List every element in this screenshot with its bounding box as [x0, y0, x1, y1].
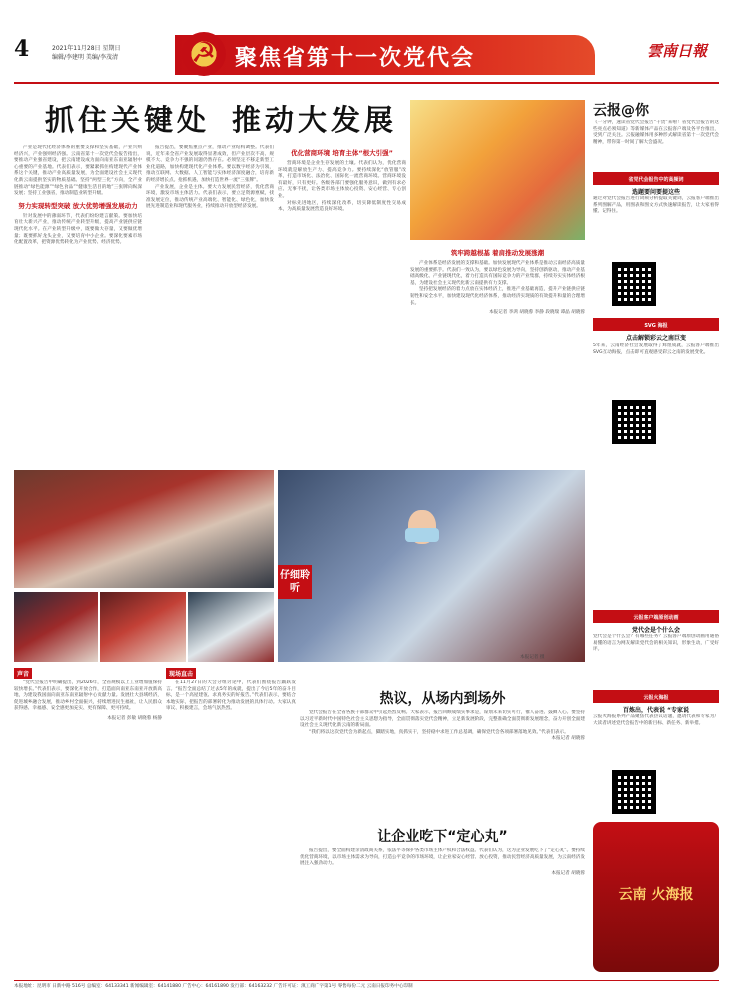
- article-column-1: [14, 145, 142, 467]
- box-1-text: 通过对党代会报告进行词频分析提取关键词，云报客户端推出系列图解产品，用图表和图文方式快速解读报告，让大家看得懂、记得住。: [593, 196, 719, 215]
- section-title: 聚焦省第十一次党代会: [235, 46, 476, 71]
- qr-code-4[interactable]: [612, 770, 656, 814]
- page-number: 4: [14, 36, 30, 62]
- box-label: 云报客户端原创动画: [593, 612, 719, 623]
- article-paragraph: 报告提出，要聚焦重点产业，推动产业结构调整。代表们说，近年来全省产业发展取得显著成效，但产业层次不高、规模不大、竞争力不强的问题仍然存在。必须坚定不移走新型工业化道路，加快构建现代化产业体系。要以数字经济为引领，推动互联网、大数据、人工智能与实体经济深度融合，培育新的经济增长点。抢抓机遇，加快打造世界一流“三张牌”。: [146, 145, 274, 183]
- article-paragraph: 产业体系是经济发展的支撑和基础。加快发展现代产业体系是推动云南经济高质量发展的重要抓手。代表们一致认为，要以绿色发展为导向，坚持创新驱动，推动产业基础高级化、产业链现代化，着力打造具有国际竞争力的产业集群，持续夯实实体经济根基，为建设社会主义现代化新云南提供有力支撑。: [410, 261, 585, 286]
- article-subheading: 筑牢跨越根基 着肩推动发展涨潮: [450, 249, 545, 257]
- box-title: 点击解锁彩云之南巨变: [625, 335, 686, 342]
- page-footer: 本报地址：昆明市 日新中路 516号 总编室：64133341 新闻编辑室：64141880 广告中心：64161890 发行部：64163232 广告许可证：滇工商广字第1号 零售每份二元 云南日报印务中心印制: [14, 980, 719, 989]
- infographic-map: [410, 100, 585, 240]
- right-box-1: [593, 172, 719, 198]
- right-intro: 《一分钟，速读省党代会报告“干货”来啦！省党代会报告的这些亮点必须知道》等新媒体产品在云报客户端及各平台推出，受到广泛关注。云报融媒体用多种形式解读省第十一次党代会精神，带你第一时间了解大会盛况。: [593, 120, 719, 145]
- box-title: 选题要问要提这些: [631, 189, 680, 196]
- scene-text: 在11月27日的大会分组讨论中，代表们围绕报告踊跃发言。“报告全面总结了过去5年的成就，提出了今后5年的奋斗目标，是一个高屋建瓴、求真务实的好报告。”代表们表示，要结合本地实际，把报告的部署转化为推动发展的具体行动。大家认真审议、积极建言，会场气氛热烈。: [166, 680, 296, 712]
- section-label-scene: 现场直击: [166, 668, 196, 679]
- header-divider: [14, 82, 719, 84]
- face-mask: [405, 528, 439, 542]
- bottom-article-title: 让企业吃下“定心丸”: [377, 829, 508, 845]
- article-subheading: 优化营商环境 培育主体“根大引强”: [291, 149, 393, 157]
- box-label: 省党代会报告中的高频词: [593, 174, 719, 185]
- box-3-text: 党代会是个什么会？有哪些任务？云报客户端原创动画用通俗易懂的语言为网友解读党代会的相关知识，形象生动，广受好评。: [593, 634, 719, 653]
- photo-delegate-2: [100, 592, 186, 662]
- right-box-2: [593, 318, 719, 344]
- mid-article-title: 热议，从场内到场外: [379, 691, 506, 707]
- right-column-title: 云报@你: [593, 103, 649, 119]
- article-paragraph: 坚持把发展经济的着力点放在实体经济上，推进产业基础再造，提升产业链供应链韧性和安全水平，加快建设现代化经济体系，推动经济实现质的有效提升和量的合理增长。: [410, 287, 585, 306]
- date-text: 2021年11月28日 星期日: [52, 45, 121, 52]
- article-column-2: [146, 145, 274, 467]
- box-label: 云报火海报: [593, 692, 719, 703]
- bottom-article-credit: 本报记者 胡晓蓉: [551, 870, 585, 876]
- photo-credit: 本报记者 摄: [520, 655, 545, 660]
- right-box-3: [593, 610, 719, 636]
- newspaper-logo: 雲南日報: [646, 42, 707, 60]
- voices-credit: 本报记者 彭敏 胡晓蓉 杨静: [107, 715, 162, 721]
- article-paragraph: 产业发展，企业是主体。要大力发展民营经济，优化营商环境，激发市场主体活力。代表们表示，要立足资源禀赋，找准发展定位，推动传统产业高端化、智能化、绿色化，加快发展先进制造业和现代服务业，持续推动开放型经济发展。: [146, 184, 274, 210]
- scene-column: [166, 680, 296, 975]
- voices-text: “党代会报告中明确提出，到2026年，全省规模以上工业增加值保持较快增长。”代表们表示，要深化开放合作，打造面向南亚东南亚开放新高地，为建设我国面向南亚东南亚辐射中心贡献力量。发展壮大县域经济，促进城乡融合发展，推动乡村全面振兴，持续增进民生福祉，让人民群众获得感、幸福感、安全感更加充实、更有保障、更可持续。: [14, 680, 162, 712]
- photo-delegate-3: [188, 592, 274, 662]
- article-paragraph: 对标先进地区，持续深化改革，切实降低制度性交易成本，为高质量发展营造良好环境。: [278, 200, 406, 213]
- article-paragraph: 针对发展中的薄弱环节，代表们纷纷建言献策。要加快培育壮大新兴产业，推动传统产业转型升级，提高产业链供应链现代化水平。在产业转型升级中，既要做大存量，又要做优增量；既要抓好龙头企业，又要培育中小企业。要深化要素市场化配置改革，把资源优势转化为产业优势、经济优势。: [14, 213, 142, 246]
- article-column-4: [410, 245, 585, 467]
- box-title: 党代会是个什么会: [631, 627, 680, 634]
- article-credit: 本报记者 李鸿 胡晓蓉 李静 段晓瑞 谭晶 胡晓蓉: [488, 310, 585, 316]
- photo-assembly-hall: [14, 470, 274, 588]
- article-paragraph: 营商环境是企业生存发展的土壤。代表们认为，优化营商环境就是解放生产力、提高竞争力。要持续深化“放管服”改革，打造市场化、法治化、国际化一流营商环境。营商环境没有最好，只有更好。各级各部门要强化服务意识，做到有求必应、无事不扰，让各类市场主体放心投资、安心经营、专心创业。: [278, 161, 406, 199]
- main-headline: [45, 98, 419, 139]
- right-box-4: [593, 690, 719, 716]
- article-subheading: 努力实现转型突破 放大优势增强发展动力: [18, 201, 138, 210]
- headline-right: 推动大发展: [232, 103, 398, 137]
- article-paragraph: 产业是现代化经济体系的重要支撑和坚实基础，产业兴则经济兴，产业强则经济强。云南省第十一次党代会报告指出，要推动产业强省建设，把云南建设成为面向南亚东南亚辐射中心重要的产业基地。代表们表示，要紧紧抓住构建现代产业体系这个关键，推动产业高质量发展，为全面建设社会主义现代化新云南提供坚实的物质基础。坚持“两型三化”方向，全产业链推动“绿色能源”“绿色食品”“健康生活目的地”三张牌向纵深发展；坚持工业强省，推动制造业转型升级。: [14, 145, 142, 197]
- qr-code-1[interactable]: [612, 262, 656, 306]
- page-header: [0, 0, 733, 80]
- date-line: [52, 44, 120, 62]
- article-column-3: [278, 145, 406, 467]
- photo-delegate-1: [14, 592, 98, 662]
- box-title: 百炼出，代表说 “专家说: [622, 707, 690, 714]
- qr-code-2[interactable]: [612, 400, 656, 444]
- poster-fire-text: 云南 火海报: [618, 887, 694, 903]
- photo-delegate-closeup: [278, 470, 585, 662]
- box-2-text: 5年来，云南经济社会发展取得了辉煌成就，云报客户端推出SVG互动海报，点击即可直观感受彩云之南的发展变化。: [593, 343, 719, 355]
- headline-left: 抓住关键处: [45, 103, 211, 137]
- caption-tag: 仔细聆听: [278, 565, 312, 599]
- party-emblem-icon: [182, 32, 226, 76]
- mid-article-text: 党代会报告在全省各族干部群众中引起热烈反响。大家表示，报告回顾成绩实事求是，谋划未来切实可行，催人奋进、鼓舞人心。要坚持以习近平新时代中国特色社会主义思想为指导，全面贯彻落实党代会精神，立足新发展阶段，完整准确全面贯彻新发展理念，奋力开创全面建设社会主义现代化新云南的新局面。: [300, 710, 585, 729]
- bottom-article-body: [300, 848, 585, 976]
- voices-column: [14, 680, 162, 975]
- mid-article-body: [300, 710, 585, 792]
- editor-text: 编辑/李建明 美编/李茂清: [52, 54, 118, 61]
- box-label: SVG 海报: [593, 320, 719, 331]
- bottom-article-text: 报告提出，要全面构建亲清政商关系，依法平等保护各类市场主体产权和合法权益。代表们认为，这为企业发展吃下了“定心丸”。要持续优化营商环境，以市场主体需求为导向，打造公平竞争的市场环境，让企业家安心经营、放心投资，推动民营经济高质量发展，为云南经济发展注入强劲动力。: [300, 848, 585, 867]
- mid-article-text: “我们将以这次党代会为新起点，脚踏实地，真抓实干，坚持稳中求进工作总基调，确保党代会各项部署落地见效。”代表们表示。: [309, 729, 569, 735]
- section-label-voices: 声音: [14, 668, 32, 679]
- poster-fire[interactable]: [593, 822, 719, 972]
- box-4-text: 云报火海报系列产品聚焦代表热议话题，邀请代表和专家为广大读者讲述党代会报告中的新目标、新任务、新举措。: [593, 714, 719, 726]
- mid-article-credit: 本报记者 胡晓蓉: [551, 736, 585, 742]
